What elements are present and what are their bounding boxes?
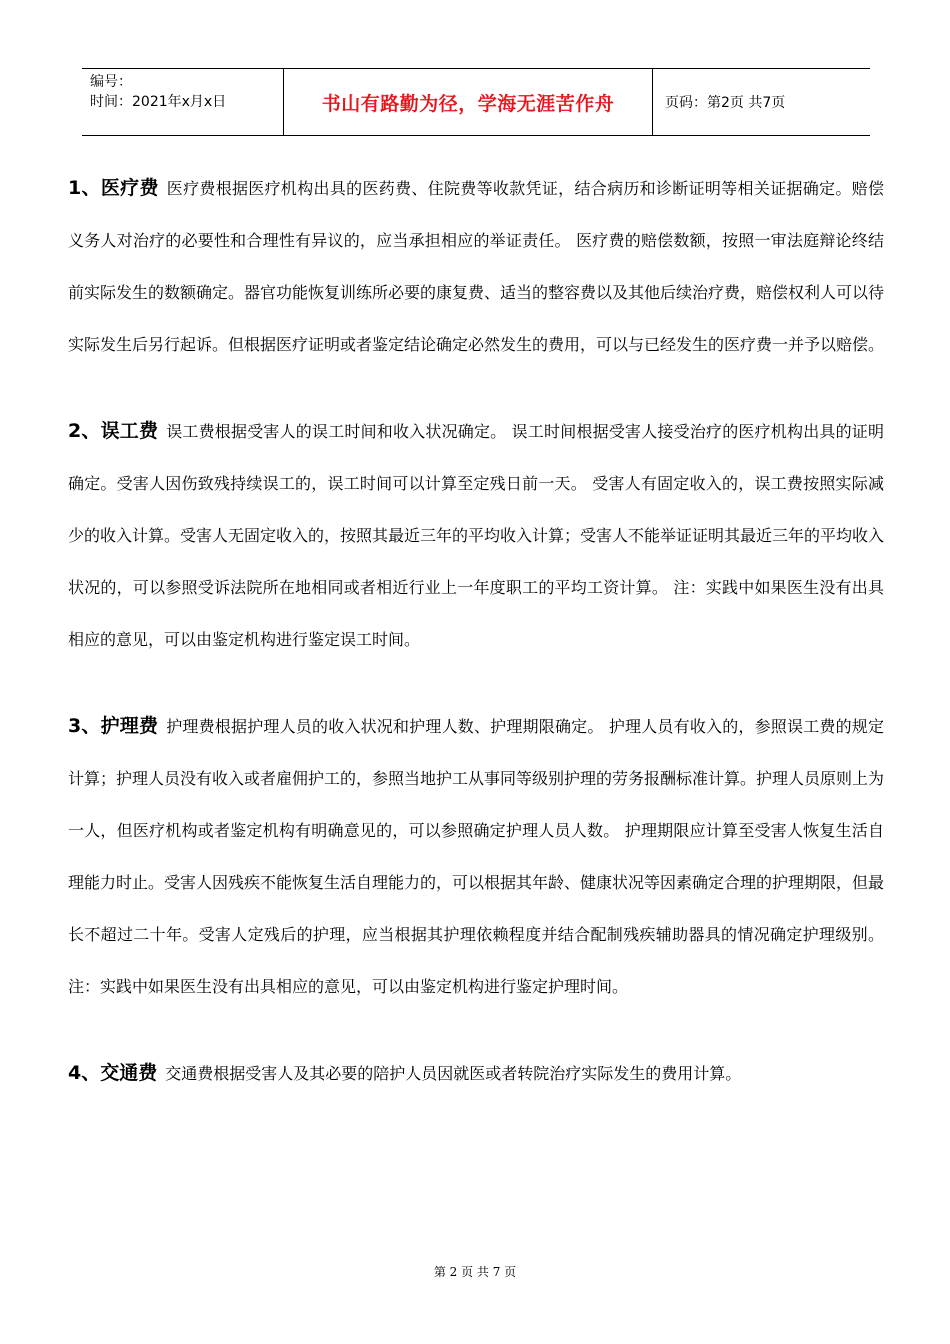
document-time-label: 时间：2021年x月x日 (90, 94, 227, 110)
page-footer (0, 1263, 950, 1280)
header-motto: 书山有路勤为径，学海无涯苦作舟 (321, 92, 615, 115)
document-number-label: 编号： (90, 74, 132, 90)
section-body: 误工费根据受害人的误工时间和收入状况确定。 误工时间根据受害人接受治疗的医疗机构出具的证明确定。受害人因伤致残持续误工的，误工时间可以计算至定残日前一天。 受害人有固定收入的，误工费按照实际减少的收入计算。受害人无固定收入的，按照其最近三年的平均收入计算；受害人不能举证证明其最近三年的平均收入状况的，可以参照受诉法院所在地相同或者相近行业上一年度职工的平均工资计算。 注：实践中如果医生没有出具相应的意见，可以由鉴定机构进行鉴定误工时间。 (68, 422, 885, 649)
section-body: 交通费根据受害人及其必要的陪护人员因就医或者转院治疗实际发生的费用计算。 (165, 1064, 742, 1083)
header-page-cell (653, 69, 870, 135)
section-heading: 2、误工费 (68, 420, 159, 442)
section-body: 医疗费根据医疗机构出具的医药费、住院费等收款凭证，结合病历和诊断证明等相关证据确定。赔偿义务人对治疗的必要性和合理性有异议的，应当承担相应的举证责任。 医疗费的赔偿数额，按照一审法庭辩论终结前实际发生的数额确定。器官功能恢复训练所必要的康复费、适当的整容费以及其他后续治疗费，赔偿权利人可以待实际发生后另行起诉。但根据医疗证明或者鉴定结论确定必然发生的费用，可以与已经发生的医疗费一并予以赔偿。 (68, 179, 885, 354)
document-body (68, 162, 884, 1134)
section-medical-fee (68, 162, 884, 371)
section-heading: 3、护理费 (68, 715, 159, 737)
section-heading: 1、医疗费 (68, 177, 159, 199)
header-motto-cell (283, 69, 653, 135)
section-nursing-fee (68, 700, 884, 1013)
section-body: 护理费根据护理人员的收入状况和护理人数、护理期限确定。 护理人员有收入的，参照误工费的规定计算；护理人员没有收入或者雇佣护工的，参照当地护工从事同等级别护理的劳务报酬标准计算。护理人员原则上为一人，但医疗机构或者鉴定机构有明确意见的，可以参照确定护理人员人数。 护理期限应计算至受害人恢复生活自理能力时止。受害人因残疾不能恢复生活自理能力的，可以根据其年龄、健康状况等因素确定合理的护理期限，但最长不超过二十年。受害人定残后的护理，应当根据其护理依赖程度并结合配制残疾辅助器具的情况确定护理级别。 注：实践中如果医生没有出具相应的意见，可以由鉴定机构进行鉴定护理时间。 (68, 717, 885, 996)
section-heading: 4、交通费 (68, 1062, 158, 1084)
footer-page-number: 第 2 页 共 7 页 (433, 1265, 517, 1279)
header-page-number: 页码：第2页 共7页 (665, 95, 786, 111)
section-lost-wages (68, 405, 884, 666)
page-header (82, 68, 870, 136)
section-transport-fee (68, 1047, 884, 1100)
header-meta (82, 69, 283, 135)
